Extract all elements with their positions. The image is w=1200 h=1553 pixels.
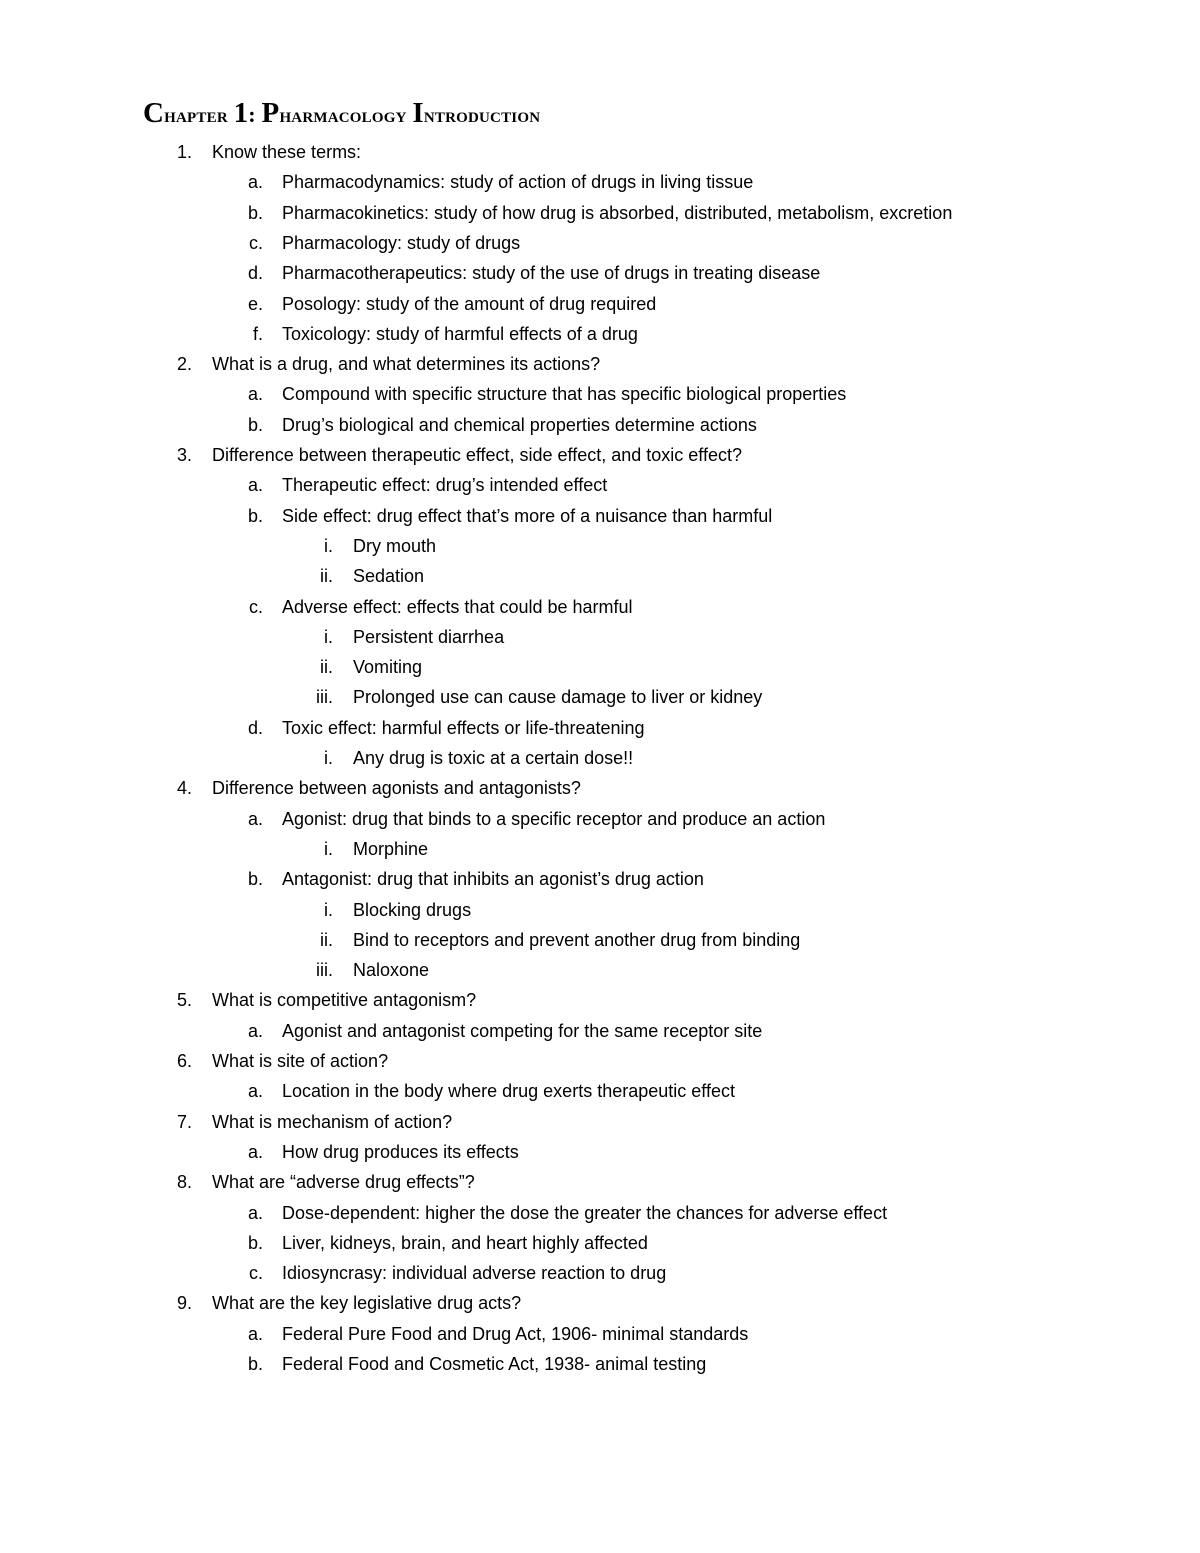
list-item-text: Location in the body where drug exerts therapeutic effect	[282, 1081, 735, 1102]
list-marker: c.	[248, 1263, 263, 1284]
list-item-text: Pharmacotherapeutics: study of the use of drugs in treating disease	[282, 263, 821, 284]
list-item-text: Drug’s biological and chemical properties determine actions	[282, 414, 757, 435]
list-item-text: Difference between therapeutic effect, side effect, and toxic effect?	[212, 445, 743, 465]
list-marker: i.	[324, 626, 333, 647]
list-marker: b.	[247, 1232, 263, 1253]
list-marker: 4.	[176, 778, 192, 799]
list-marker: a.	[247, 1323, 263, 1344]
list-item-text: What is competitive antagonism?	[212, 990, 477, 1011]
list-marker: 1.	[176, 142, 192, 162]
list-marker: ii.	[320, 657, 333, 678]
list-item-text: Any drug is toxic at a certain dose!!	[353, 748, 634, 768]
list-marker: b.	[247, 869, 263, 890]
list-marker: 7.	[176, 1111, 192, 1132]
list-marker: 8.	[176, 1172, 192, 1193]
list-marker: iii.	[316, 687, 333, 708]
list-item-text: Federal Food and Cosmetic Act, 1938- animal testing	[282, 1354, 707, 1374]
list-item-text: Pharmacokinetics: study of how drug is absorbed, distributed, metabolism, excretion	[282, 202, 953, 223]
list-item-text: Morphine	[353, 838, 429, 859]
list-item-text: Difference between agonists and antagonists?	[212, 778, 581, 799]
list-item-text: Vomiting	[353, 657, 423, 678]
list-marker: i.	[324, 535, 333, 556]
list-item-text: What are the key legislative drug acts?	[212, 1293, 522, 1314]
list-item-text: How drug produces its effects	[282, 1141, 519, 1162]
list-marker: d.	[247, 263, 263, 284]
page-title: Chapter 1: Pharmacology Introduction	[143, 97, 541, 129]
list-item-text: Prolonged use can cause damage to liver or kidney	[353, 687, 763, 708]
list-marker: i.	[324, 899, 333, 920]
list-item-text: Sedation	[353, 566, 425, 587]
list-marker: b.	[247, 1354, 263, 1374]
list-marker: 9.	[176, 1293, 192, 1314]
list-item-text: Toxicology: study of harmful effects of a drug	[282, 323, 638, 344]
list-item-text: Dose-dependent: higher the dose the greater the chances for adverse effect	[282, 1202, 888, 1223]
list-marker: f.	[252, 323, 263, 344]
list-marker: b.	[247, 414, 263, 435]
list-marker: iii.	[316, 960, 333, 981]
list-marker: a.	[247, 1081, 263, 1102]
list-marker: c.	[248, 232, 263, 253]
list-item-text: Dry mouth	[353, 535, 437, 556]
list-marker: b.	[247, 505, 263, 526]
list-item-text: What is site of action?	[212, 1051, 389, 1071]
list-item-text: What are “adverse drug effects”?	[212, 1172, 475, 1193]
list-item-text: Agonist and antagonist competing for the same receptor site	[282, 1020, 763, 1041]
list-marker: a.	[247, 1202, 263, 1223]
list-marker: e.	[247, 293, 263, 314]
list-marker: 3.	[176, 445, 192, 465]
list-item-text: Adverse effect: effects that could be harmful	[282, 596, 633, 617]
list-item-text: Know these terms:	[212, 142, 362, 162]
list-item-text: Compound with specific structure that has specific biological properties	[282, 384, 847, 405]
list-marker: a.	[247, 172, 263, 193]
list-item-text: Federal Pure Food and Drug Act, 1906- minimal standards	[282, 1323, 749, 1344]
list-item-text: Persistent diarrhea	[353, 626, 505, 647]
list-marker: i.	[324, 838, 333, 859]
list-item-text: What is a drug, and what determines its actions?	[212, 354, 601, 375]
list-item-text: Bind to receptors and prevent another drug from binding	[353, 929, 801, 950]
list-marker: a.	[247, 1020, 263, 1041]
list-item-text: What is mechanism of action?	[212, 1111, 453, 1132]
list-marker: a.	[247, 384, 263, 405]
list-marker: 5.	[176, 990, 192, 1011]
list-item-text: Toxic effect: harmful effects or life-threatening	[282, 717, 645, 738]
list-item-text: Idiosyncrasy: individual adverse reaction to drug	[282, 1263, 667, 1284]
list-item-text: Naloxone	[353, 960, 430, 981]
list-item-text: Antagonist: drug that inhibits an agonist’s drug action	[282, 869, 704, 890]
list-marker: a.	[247, 808, 263, 829]
list-item-text: Posology: study of the amount of drug required	[282, 293, 657, 314]
list-item-text: Therapeutic effect: drug’s intended effect	[282, 475, 608, 496]
list-marker: 6.	[176, 1051, 192, 1071]
list-marker: b.	[247, 202, 263, 223]
list-item-text: Side effect: drug effect that’s more of a nuisance than harmful	[282, 505, 773, 526]
list-marker: d.	[247, 717, 263, 738]
list-item-text: Pharmacology: study of drugs	[282, 232, 521, 253]
list-item-text: Liver, kidneys, brain, and heart highly affected	[282, 1232, 648, 1253]
list-marker: ii.	[320, 929, 333, 950]
list-marker: a.	[247, 475, 263, 496]
list-marker: a.	[247, 1141, 263, 1162]
list-marker: ii.	[320, 566, 333, 587]
list-item-text: Pharmacodynamics: study of action of drugs in living tissue	[282, 172, 754, 193]
list-marker: 2.	[176, 354, 192, 375]
list-item-text: Blocking drugs	[353, 899, 472, 920]
list-item-text: Agonist: drug that binds to a specific receptor and produce an action	[282, 808, 826, 829]
list-marker: c.	[248, 596, 263, 617]
list-marker: i.	[324, 748, 333, 768]
